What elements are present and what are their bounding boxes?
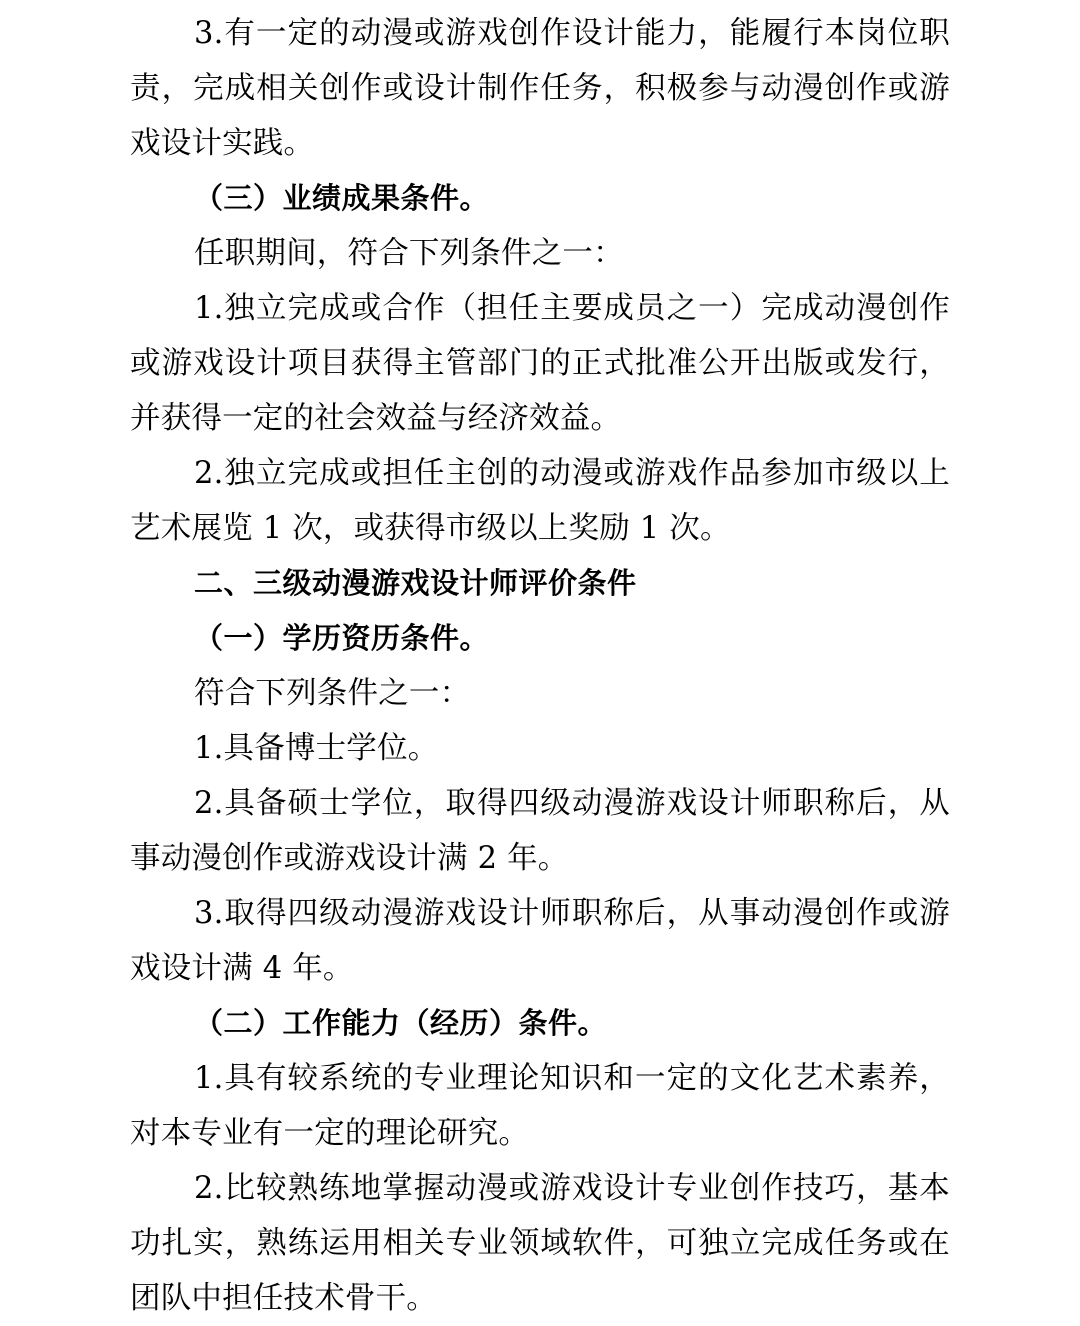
paragraph-ability-2: 2.比较熟练地掌握动漫或游戏设计专业创作技巧，基本功扎实，熟练运用相关专业领域软件，可独立完成任务或在团队中担任技术骨干。 — [130, 1171, 950, 1316]
paragraph-education-1: 1.具备博士学位。 — [194, 731, 439, 766]
document-body — [130, 6, 950, 1326]
heading-education-conditions: （一）学历资历条件。 — [194, 621, 490, 655]
paragraph-performance-2: 2.独立完成或担任主创的动漫或游戏作品参加市级以上艺术展览 1 次，或获得市级以上奖励 1 次。 — [130, 456, 950, 546]
paragraph-performance-1: 1.独立完成或合作（担任主要成员之一）完成动漫创作或游戏设计项目获得主管部门的正式批准公开出版或发行，并获得一定的社会效益与经济效益。 — [130, 291, 950, 436]
paragraph-qualification-3: 3.有一定的动漫或游戏创作设计能力，能履行本岗位职责，完成相关创作或设计制作任务，积极参与动漫创作或游戏设计实践。 — [130, 16, 950, 161]
paragraph-education-intro: 符合下列条件之一： — [194, 676, 471, 711]
heading-performance-conditions: （三）业绩成果条件。 — [194, 181, 490, 215]
paragraph-education-2: 2.具备硕士学位，取得四级动漫游戏设计师职称后，从事动漫创作或游戏设计满 2 年。 — [130, 786, 950, 876]
paragraph-education-3: 3.取得四级动漫游戏设计师职称后，从事动漫创作或游戏设计满 4 年。 — [130, 896, 950, 986]
heading-work-ability-conditions: （二）工作能力（经历）条件。 — [194, 1006, 608, 1040]
paragraph-ability-1: 1.具有较系统的专业理论知识和一定的文化艺术素养，对本专业有一定的理论研究。 — [130, 1061, 950, 1151]
heading-section-two: 二、三级动漫游戏设计师评价条件 — [194, 566, 637, 600]
paragraph-tenure-intro: 任职期间，符合下列条件之一： — [194, 236, 624, 271]
